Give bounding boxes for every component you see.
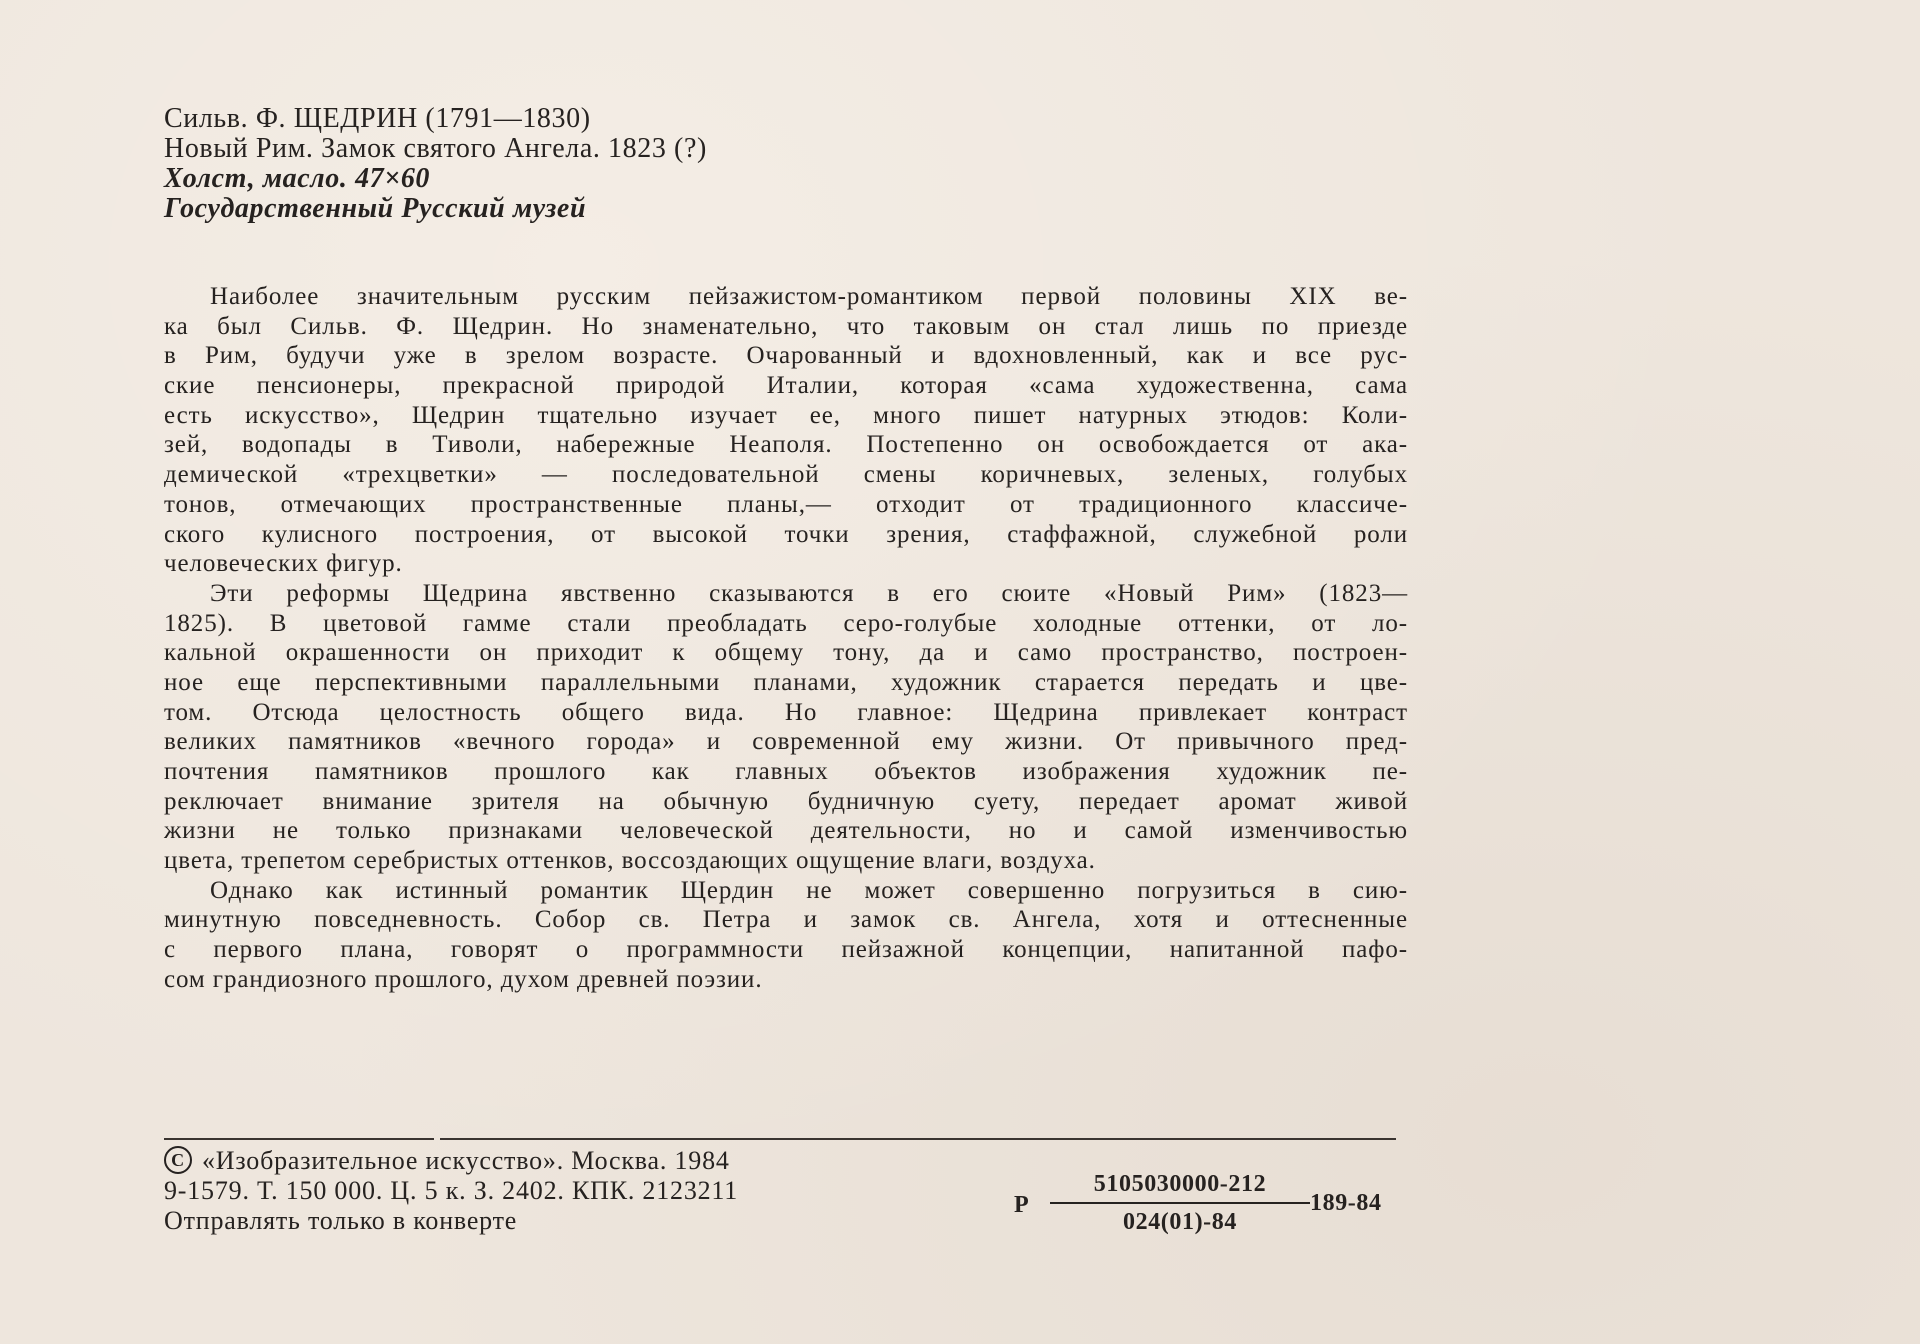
text-line: реключает внимание зрителя на обычную будничную суету, передает аромат живой — [164, 787, 1408, 815]
catalog-code-fraction — [1050, 1170, 1310, 1236]
text-line: жизни не только признаками человеческой деятельности, но и самой изменчивостью — [164, 817, 1408, 845]
text-line: Однако как истинный романтик Щердин не может совершенно погрузиться в сию- — [210, 876, 1408, 904]
footer-divider-right — [440, 1138, 1396, 1140]
text-line: сом грандиозного прошлого, духом древней поэзии. — [164, 965, 763, 993]
publisher-line — [164, 1146, 924, 1176]
text-line: ского кулисного построения, от высокой точки зрения, стаффажной, служебной роли — [164, 520, 1408, 548]
museum-line: Государственный Русский музей — [164, 193, 587, 224]
text-line: в Рим, будучи уже в зрелом возрасте. Очарованный и вдохновленный, как и все рус- — [164, 342, 1408, 370]
footer-divider-left — [164, 1138, 434, 1140]
text-line: цвета, трепетом серебристых оттенков, воссоздающих ощущение влаги, воздуха. — [164, 847, 1096, 875]
description-text — [164, 282, 1408, 995]
author-line: Сильв. Ф. ЩЕДРИН (1791—1830) — [164, 103, 591, 134]
catalog-code — [1014, 1170, 1414, 1240]
text-line: ские пенсионеры, прекрасной природой Италии, которая «сама художественна, сама — [164, 372, 1408, 400]
text-line: человеческих фигур. — [164, 550, 403, 578]
medium-dimensions-line: Холст, масло. 47×60 — [164, 163, 431, 194]
catalog-code-prefix: Р — [1014, 1192, 1029, 1218]
text-line: ное еще перспективными параллельными планами, художник старается передать и цве- — [164, 668, 1408, 696]
text-line: Наиболее значительным русским пейзажистом-романтиком первой половины XIX ве- — [210, 283, 1408, 310]
text-line: Эти реформы Щедрина явственно сказываются в его сюите «Новый Рим» (1823— — [210, 579, 1408, 607]
catalog-code-suffix: 189-84 — [1310, 1190, 1382, 1216]
artwork-title-line: Новый Рим. Замок святого Ангела. 1823 (?) — [164, 133, 707, 164]
catalog-code-denominator: 024(01)-84 — [1123, 1209, 1237, 1235]
publisher-text: «Изобразительное искусство». Москва. 1984 — [202, 1146, 730, 1175]
text-line: почтения памятников прошлого как главных объектов изображения художник пе- — [164, 758, 1408, 785]
print-info-line: 9-1579. Т. 150 000. Ц. 5 к. З. 2402. КПК. 2123211 — [164, 1176, 739, 1205]
copyright-icon: C — [164, 1146, 192, 1174]
catalog-code-fraction-bar — [1050, 1202, 1310, 1204]
publisher-info — [164, 1146, 924, 1236]
text-line: великих памятников «вечного города» и современной ему жизни. От привычного пред- — [164, 728, 1408, 756]
text-line: 1825). В цветовой гамме стали преобладать серо-голубые холодные оттенки, от ло- — [164, 609, 1408, 637]
text-line: минутную повседневность. Собор св. Петра и замок св. Ангела, хотя и оттесненные — [164, 906, 1408, 934]
text-line: демической «трехцветки» — последовательной смены коричневых, зеленых, голубых — [164, 461, 1408, 489]
text-line: тонов, отмечающих пространственные планы,— отходит от традиционного классиче- — [164, 490, 1408, 518]
text-line: ка был Сильв. Ф. Щедрин. Но знаменательно, что таковым он стал лишь по приезде — [164, 312, 1408, 340]
catalog-code-numerator: 5105030000-212 — [1093, 1171, 1267, 1197]
text-line: зей, водопады в Тиволи, набережные Неаполя. Постепенно он освобождается от ака- — [164, 431, 1408, 459]
text-line: том. Отсюда целостность общего вида. Но главное: Щедрина привлекает контраст — [164, 698, 1408, 726]
text-line: кальной окрашенности он приходит к общему тону, да и само пространство, построен- — [164, 639, 1408, 667]
text-line: есть искусство», Щедрин тщательно изучает ее, много пишет натурных этюдов: Коли- — [164, 401, 1408, 429]
artwork-caption — [164, 104, 1164, 224]
text-line: с первого плана, говорят о программности пейзажной концепции, напитанной пафо- — [164, 936, 1408, 964]
mail-note-line: Отправлять только в конверте — [164, 1206, 518, 1235]
